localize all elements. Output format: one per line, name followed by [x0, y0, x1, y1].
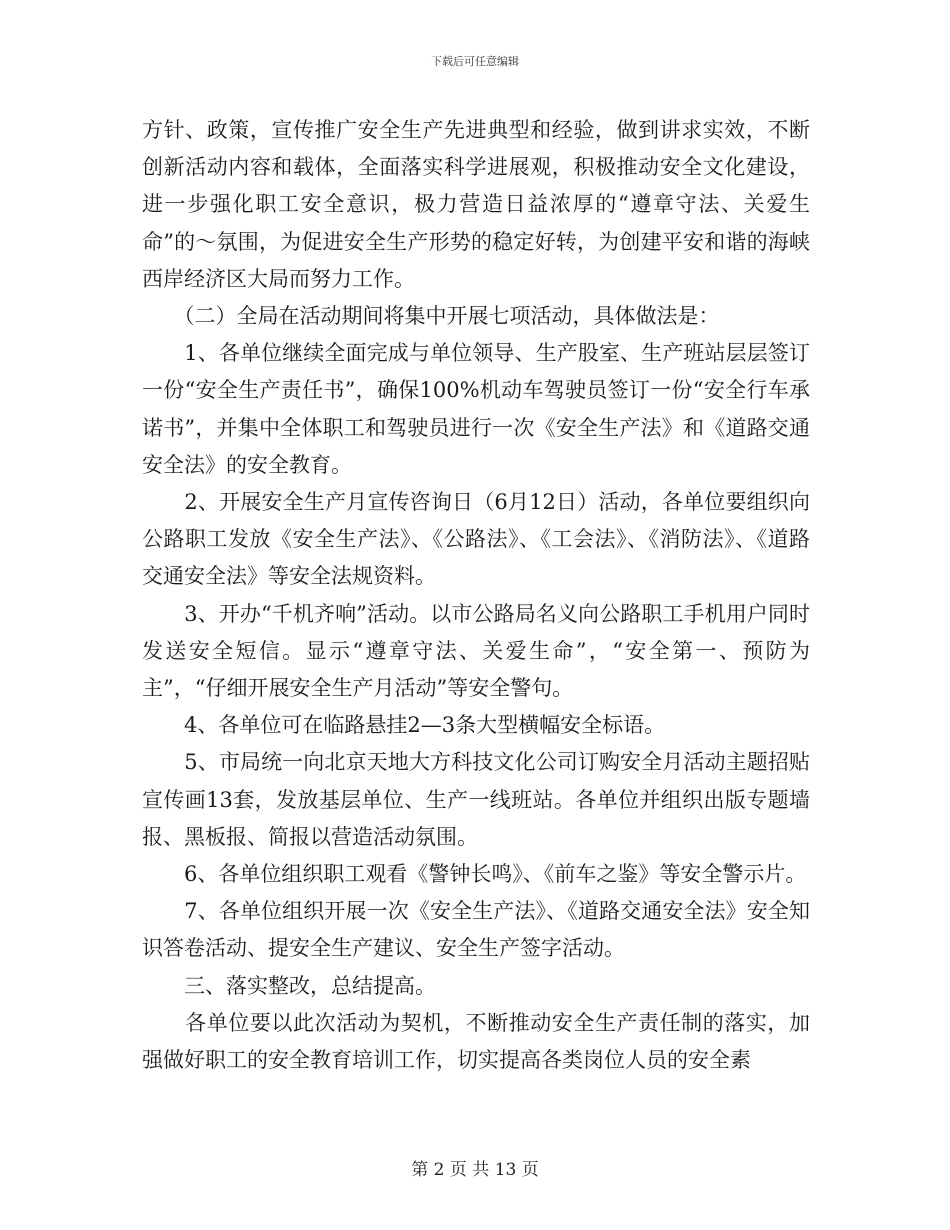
list-item: 5、市局统一向北京天地大方科技文化公司订购安全月活动主题招贴宣传画13套，发放基层单位、生产一线班站。各单位并组织出版专题墙报、黑板报、简报以营造活动氛围。	[142, 750, 810, 849]
paragraph: 各单位要以此次活动为契机，不断推动安全生产责任制的落实，加强做好职工的安全教育培训工作，切实提高各类岗位人员的安全素	[142, 1010, 810, 1073]
section-heading: （二）全局在活动期间将集中开展七项活动，具体做法是：	[142, 304, 720, 329]
page-header-note: 下载后可任意编辑	[431, 55, 519, 68]
list-item: 4、各单位可在临路悬挂2—3条大型横幅安全标语。	[142, 713, 666, 738]
list-item: 2、开展安全生产月宣传咨询日（6月12日）活动，各单位要组织向公路职工发放《安全生产法》、《公路法》、《工会法》、《消防法》、《道路交通安全法》等安全法规资料。	[142, 490, 810, 589]
page-number: 第 2 页 共 13 页	[411, 1160, 539, 1180]
document-body	[142, 112, 810, 1079]
list-item: 1、各单位继续全面完成与单位领导、生产股室、生产班站层层签订一份“安全生产责任书”，确保100%机动车驾驶员签订一份“安全行车承诺书”，并集中全体职工和驾驶员进行一次《安全生产法》和《道路交通安全法》的安全教育。	[142, 341, 810, 477]
paragraph: 方针、政策，宣传推广安全生产先进典型和经验，做到讲求实效，不断创新活动内容和载体，全面落实科学进展观，积极推动安全文化建设，进一步强化职工安全意识，极力营造日益浓厚的“遵章守法、关爱生命”的～氛围，为促进安全生产形势的稳定好转，为创建平安和谐的海峡西岸经济区大局而努力工作。	[142, 118, 810, 291]
list-item: 6、各单位组织职工观看《警钟长鸣》、《前车之鉴》等安全警示片。	[142, 862, 807, 887]
list-item: 7、各单位组织开展一次《安全生产法》、《道路交通安全法》安全知识答卷活动、提安全生产建议、安全生产签字活动。	[142, 899, 810, 961]
list-item: 3、开办“千机齐响”活动。以市公路局名义向公路职工手机用户同时发送安全短信。显示“遵章守法、关爱生命”，“安全第一、预防为主”，“仔细开展安全生产月活动”等安全警句。	[142, 601, 810, 701]
section-heading: 三、落实整改，总结提高。	[142, 973, 436, 998]
